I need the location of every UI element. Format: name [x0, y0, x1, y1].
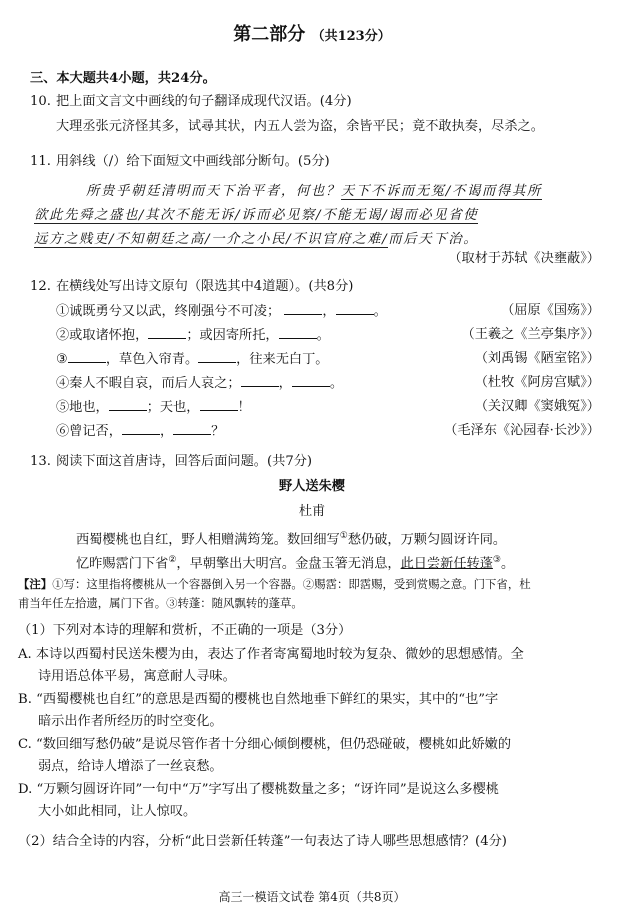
option-d-line2: 大小如此相同，让人惊叹。	[38, 804, 197, 819]
q12-item-3	[56, 350, 328, 369]
answer-blank[interactable]	[200, 398, 238, 411]
q12-item-5-text: ⑤地也，	[56, 400, 109, 415]
q12-prompt: 在横线处写出诗文原句（限选其中4道题）。(共8分)	[56, 279, 354, 294]
q12-item-2-end: 。	[316, 328, 330, 343]
title-score: （共123分）	[311, 29, 391, 44]
answer-blank[interactable]	[173, 422, 211, 435]
q12-item-6	[56, 422, 224, 441]
q12-item-1-src: （屈原《国殇》）	[501, 303, 600, 318]
option-c-line2: 弱点，给诗人增添了一丝哀愁。	[38, 759, 223, 774]
q12-item-4-src: （杜牧《阿房宫赋》）	[474, 375, 600, 390]
poem-line-2-end: 。	[500, 556, 515, 572]
q11-source: （取材于苏轼《决壅蔽》）	[448, 251, 600, 266]
q12-number: 12.	[30, 279, 51, 294]
q11-line3-marked: 远方之贱吏/不知朝廷之高/一介之小民/不识官府之难/	[34, 232, 389, 247]
poem-note-mark-3: ③	[492, 555, 501, 565]
q12-item-4-text: ④秦人不暇自哀，而后人哀之；	[56, 376, 241, 391]
q12-item-2-text: ②或取诸怀抱，	[56, 328, 149, 343]
q12-item-4	[56, 374, 343, 393]
answer-blank[interactable]	[68, 350, 106, 363]
poem-line-2-a: 忆昨赐霑门下省	[76, 556, 169, 572]
q12-item-5-src: （关汉卿《窦娥冤》）	[474, 399, 600, 414]
q12-item-2-src: （王羲之《兰亭集序》）	[461, 327, 600, 342]
poem-note-mark-1: ①	[339, 531, 348, 541]
poem-note-mark-2: ②	[168, 555, 177, 565]
q12-item-3-src: （刘禹锡《陋室铭》）	[474, 351, 600, 366]
q12-item-5-mid: ；天也，	[146, 400, 200, 415]
q13-number: 13.	[30, 454, 51, 469]
q12-item-6-end: ？	[211, 424, 225, 439]
poem-note-1	[18, 576, 531, 592]
answer-blank[interactable]	[198, 350, 236, 363]
page-footer: 高三一模语文试卷 第4页（共8页）	[218, 890, 406, 904]
poem-line-2	[76, 551, 514, 573]
option-d-line1: D. “万颗匀圆讶许同”一句中“万”字写出了樱桃数量之多；“讶许同”是说这么多樱桃	[18, 782, 499, 797]
q11-passage-line3	[34, 228, 478, 247]
answer-blank[interactable]	[284, 302, 322, 315]
answer-blank[interactable]	[122, 422, 160, 435]
q10-number: 10.	[30, 94, 51, 109]
poem-line-2-b: ，早朝擎出大明宫。金盘玉箸无消息，	[176, 556, 401, 572]
poem-author: 杜甫	[298, 504, 326, 519]
q11-line1-plain: 所贵乎朝廷清明而天下治平者，何也？	[86, 184, 341, 199]
title-main: 第二部分	[233, 24, 306, 45]
answer-blank[interactable]	[148, 326, 186, 339]
option-b-line2: 暗示出作者所经历的时空变化。	[38, 714, 223, 729]
q12-item-4-end: 。	[329, 376, 343, 391]
section-header: 三、本大题共4小题，共24分。	[30, 71, 216, 86]
q12-item-5	[56, 398, 251, 417]
q12-item-3-mid: ，草色入帘青。	[105, 352, 199, 367]
page-title	[0, 20, 624, 46]
option-a-line1: A. 本诗以西蜀村民送朱樱为由，表达了作者寄寓蜀地时较为复杂、微妙的思想感情。全	[18, 647, 524, 662]
answer-blank[interactable]	[241, 374, 279, 387]
option-a-line2: 诗用语总体平易，寓意耐人寻味。	[38, 669, 236, 684]
answer-blank[interactable]	[279, 326, 317, 339]
q13-sub1: （1）下列对本诗的理解和赏析，不正确的一项是（3分）	[18, 623, 352, 638]
option-b-line1: B. “西蜀樱桃也自红”的意思是西蜀的樱桃也自然地垂下鲜红的果实，其中的“也”字	[18, 692, 499, 707]
q12-item-2-mid: ；或因寄所托，	[186, 328, 279, 343]
q12-item-5-end: ！	[237, 400, 251, 415]
q11-passage-line1	[86, 180, 542, 199]
q11-line1-marked: 天下不诉而无冤/不谒而得其所	[340, 184, 542, 199]
q12-item-4-comma: ，	[278, 376, 292, 391]
answer-blank[interactable]	[292, 374, 330, 387]
q10-text: 大理丞张元济怪其多，试尋其状，内五人尝为盗，余皆平民；竟不敢执奏，尽杀之。	[56, 119, 544, 134]
q12-item-3-end: ，往来无白丁。	[236, 352, 329, 367]
option-c-line1: C. “数回细写愁仍破”是说尽管作者十分细心倾倒樱桃，但仍恐碰破，樱桃如此娇嫩的	[18, 737, 512, 752]
q11-number: 11.	[30, 154, 51, 169]
poem-line-1-a: 西蜀樱桃也自红，野人相赠满筠笼。数回细写	[76, 532, 340, 548]
poem-line-2-underlined: 此日尝新任转蓬	[400, 556, 493, 572]
q12-item-1-end: 。	[373, 304, 387, 319]
q12-item-6-text: ⑥曾记否，	[56, 424, 122, 439]
note-line-1: ①写：这里指将樱桃从一个容器倒入另一个容器。②赐霑：即霑赐，受到赏赐之意。门下省，杜	[52, 577, 531, 591]
q12-item-1	[56, 302, 387, 321]
q12-item-6-comma: ，	[159, 424, 174, 439]
q13-sub2: （2）结合全诗的内容，分析“此日尝新任转蓬”一句表达了诗人哪些思想感情？(4分)	[18, 834, 507, 849]
q12-item-1-comma: ，	[322, 304, 336, 319]
q11-line3-end: 而后天下治。	[388, 232, 479, 247]
poem-line-1-b: 愁仍破，万颗匀圆讶许同。	[347, 532, 507, 548]
q13-prompt: 阅读下面这首唐诗，回答后面问题。(共7分)	[56, 454, 313, 469]
q12-item-2	[56, 326, 330, 345]
poem-title: 野人送朱樱	[279, 479, 345, 494]
q10-prompt: 把上面文言文中画线的句子翻译成现代汉语。(4分)	[56, 94, 352, 109]
q11-prompt: 用斜线（/）给下面短文中画线部分断句。(5分)	[56, 154, 330, 169]
note-label: 【注】	[18, 577, 53, 591]
poem-line-1	[76, 527, 506, 549]
q12-item-3-text: ③	[56, 352, 68, 367]
q12-item-6-src: （毛泽东《沁园春·长沙》）	[444, 423, 600, 438]
q11-passage-line2: 欲此先舜之盛也/其次不能无诉/诉而必见察/不能无谒/谒而必见省使	[34, 204, 478, 224]
answer-blank[interactable]	[109, 398, 147, 411]
poem-note-2: 甫当年任左拾遗，属门下省。③转蓬：随风飘转的蓬草。	[18, 596, 303, 610]
answer-blank[interactable]	[336, 302, 374, 315]
q12-item-1-text: ①诚既勇兮又以武，终刚强兮不可凌；	[56, 304, 281, 319]
